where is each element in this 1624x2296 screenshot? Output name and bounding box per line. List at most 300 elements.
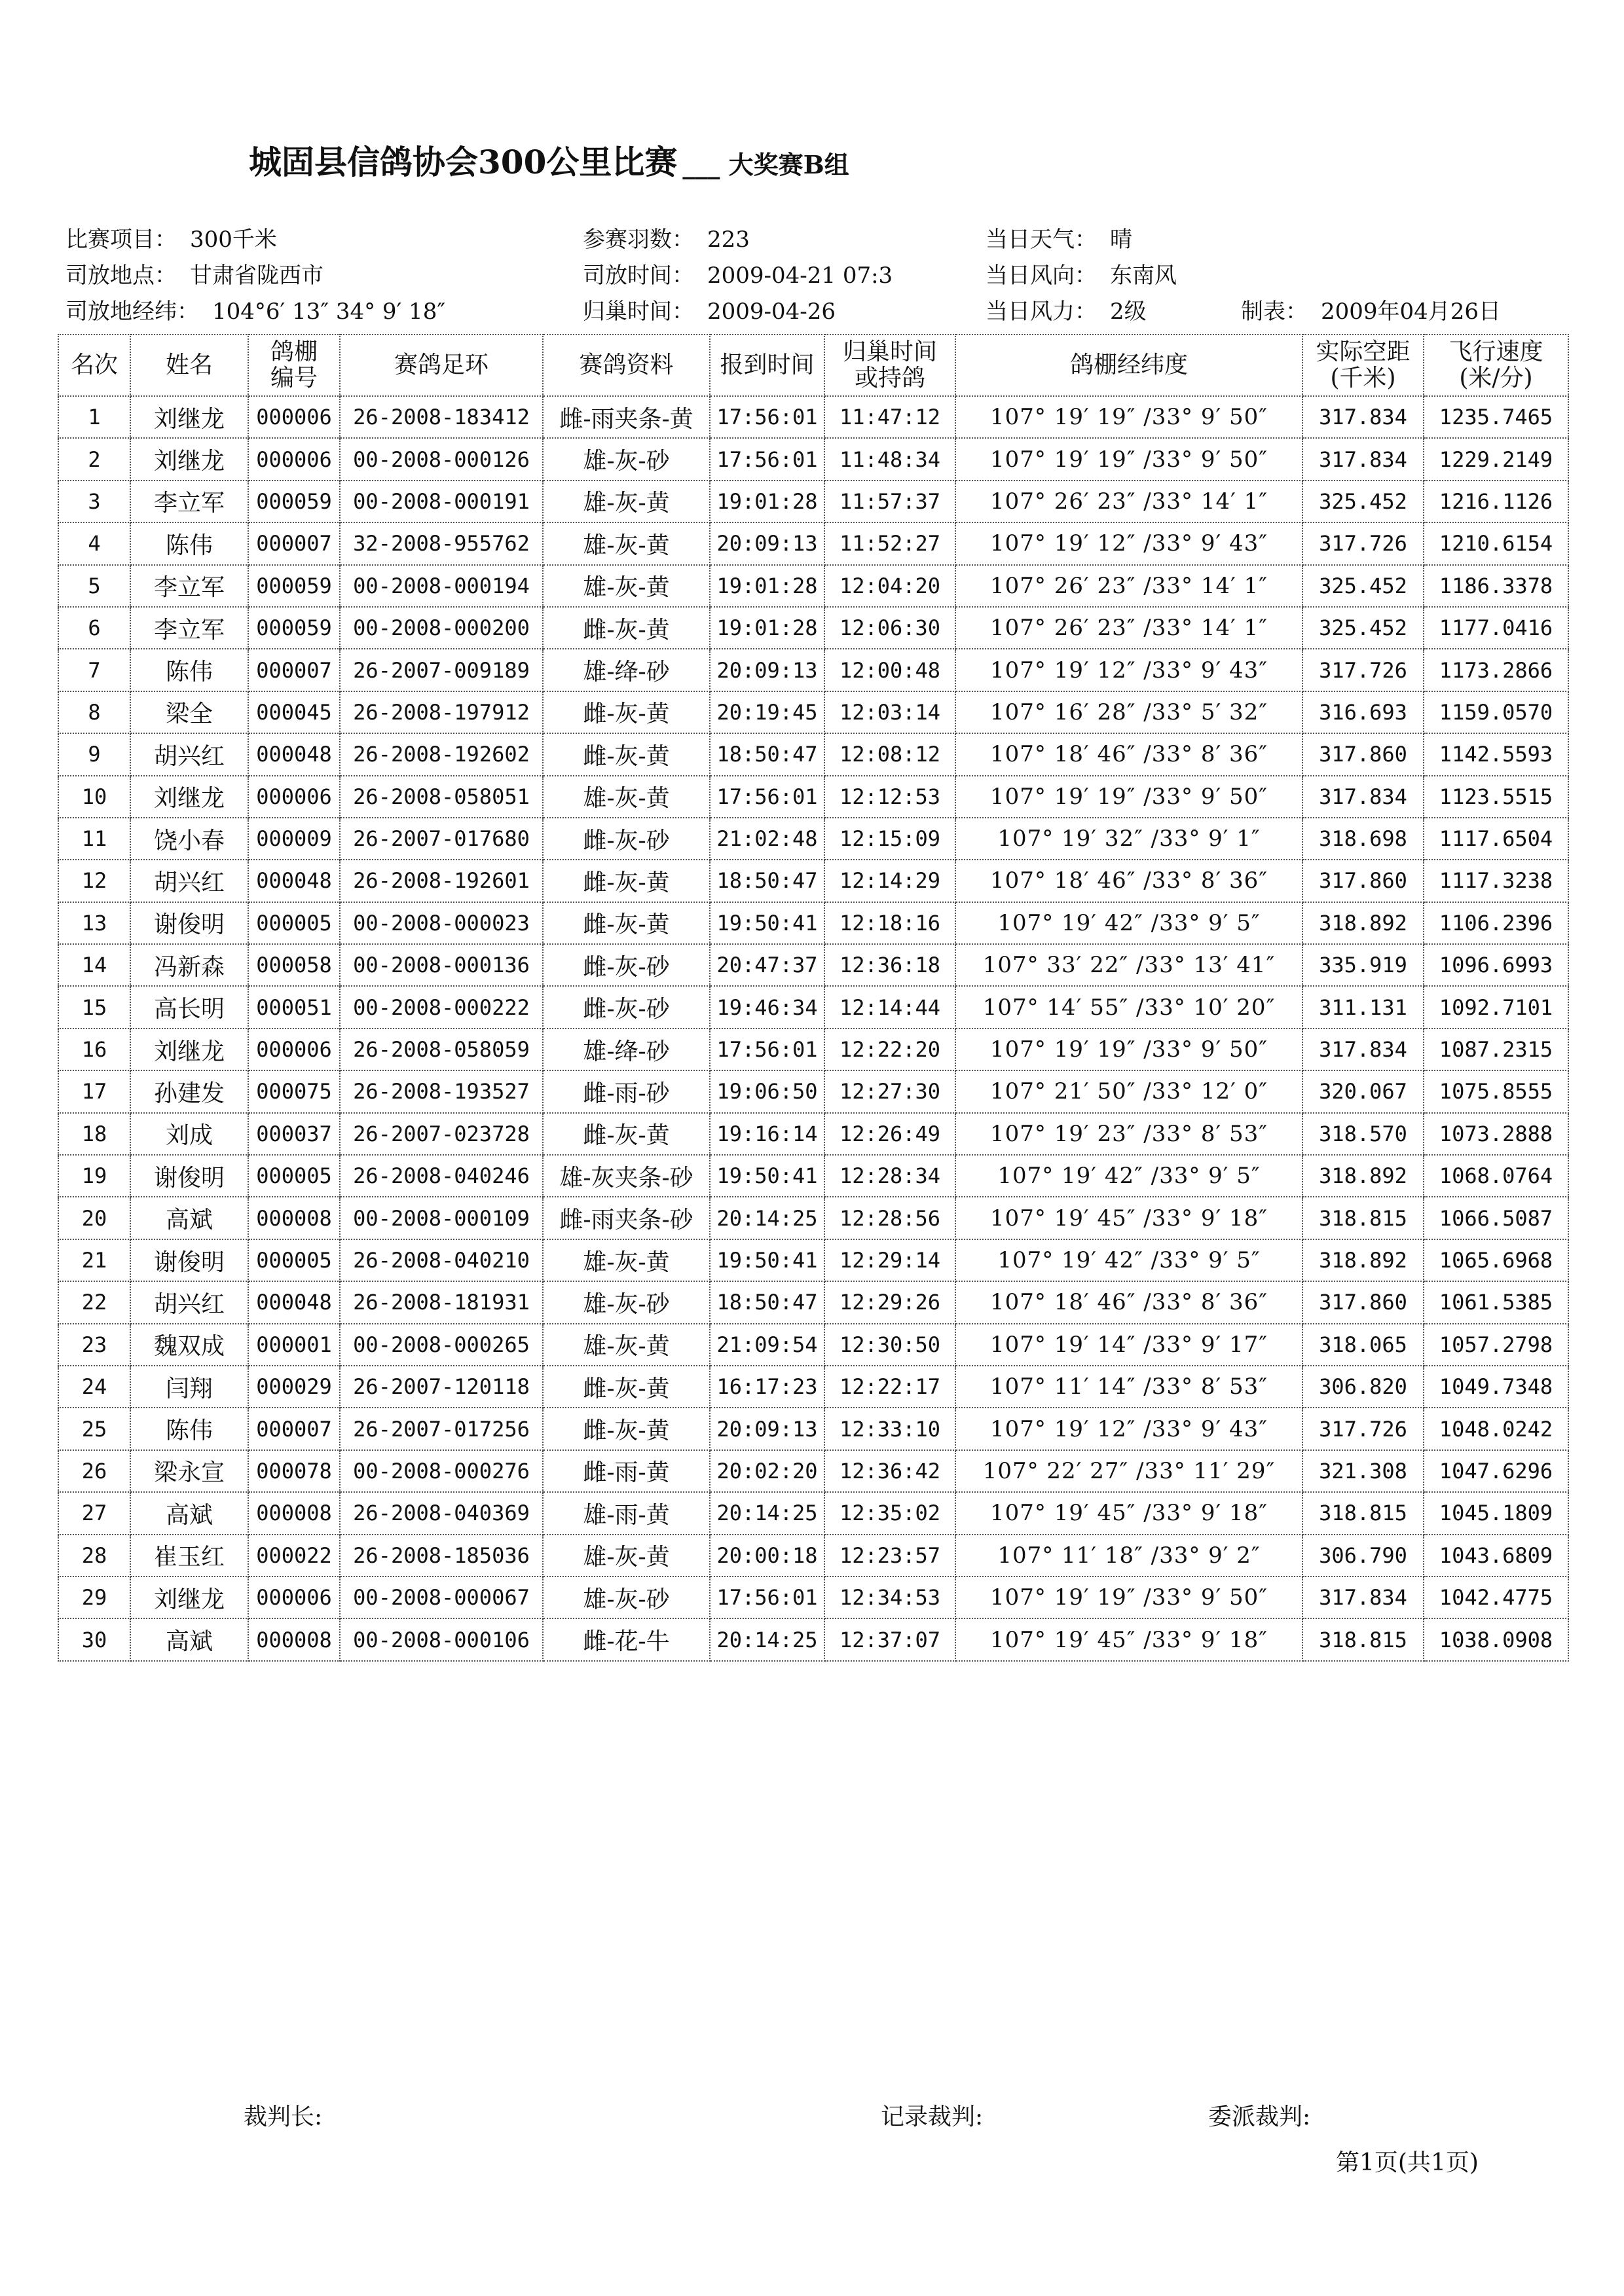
table-cell: 000059 xyxy=(248,607,340,649)
table-cell: 107° 16′ 28″ /33° 5′ 32″ xyxy=(955,691,1302,733)
table-cell: 1142.5593 xyxy=(1424,733,1568,775)
table-cell: 12:29:14 xyxy=(824,1239,955,1281)
table-cell: 000007 xyxy=(248,522,340,564)
table-row xyxy=(58,1618,1568,1660)
table-cell: 18:50:47 xyxy=(710,1281,824,1323)
table-cell: 000001 xyxy=(248,1324,340,1366)
table-row xyxy=(58,1366,1568,1408)
table-cell: 26-2008-193527 xyxy=(340,1070,543,1112)
meta-value: 晴 xyxy=(1110,227,1132,253)
table-cell: 000051 xyxy=(248,986,340,1028)
table-cell: 20:09:13 xyxy=(710,522,824,564)
table-cell: 雌-雨-黄 xyxy=(543,1450,710,1492)
meta-item xyxy=(583,293,836,325)
table-cell: 107° 19′ 42″ /33° 9′ 5″ xyxy=(955,902,1302,944)
table-cell: 18 xyxy=(58,1113,130,1155)
column-header: 报到时间 xyxy=(710,335,824,396)
table-cell: 12 xyxy=(58,860,130,902)
table-row xyxy=(58,1070,1568,1112)
meta-item xyxy=(65,257,323,289)
table-cell: 317.726 xyxy=(1302,649,1424,691)
table-cell: 12:35:02 xyxy=(824,1492,955,1534)
table-cell: 317.726 xyxy=(1302,522,1424,564)
meta-label: 参赛羽数： xyxy=(583,227,694,253)
column-header: 名次 xyxy=(58,335,130,396)
table-cell: 107° 11′ 14″ /33° 8′ 53″ xyxy=(955,1366,1302,1408)
table-cell: 1117.6504 xyxy=(1424,818,1568,860)
meta-label: 比赛项目： xyxy=(65,227,177,253)
table-cell: 12:36:18 xyxy=(824,944,955,986)
meta-label: 司放地经纬： xyxy=(65,299,199,325)
table-cell: 17:56:01 xyxy=(710,396,824,438)
table-cell: 12:22:17 xyxy=(824,1366,955,1408)
table-cell: 1061.5385 xyxy=(1424,1281,1568,1323)
table-cell: 318.065 xyxy=(1302,1324,1424,1366)
table-cell: 107° 19′ 45″ /33° 9′ 18″ xyxy=(955,1618,1302,1660)
table-cell: 107° 19′ 23″ /33° 8′ 53″ xyxy=(955,1113,1302,1155)
table-cell: 雌-灰-黄 xyxy=(543,1366,710,1408)
column-header: 赛鸽资料 xyxy=(543,335,710,396)
table-cell: 3 xyxy=(58,481,130,522)
table-cell: 刘继龙 xyxy=(130,438,248,480)
table-cell: 雌-雨夹条-黄 xyxy=(543,396,710,438)
table-cell: 24 xyxy=(58,1366,130,1408)
table-cell: 26-2008-040246 xyxy=(340,1155,543,1197)
meta-value: 223 xyxy=(707,227,750,253)
table-cell: 107° 19′ 42″ /33° 9′ 5″ xyxy=(955,1155,1302,1197)
table-cell: 1087.2315 xyxy=(1424,1029,1568,1070)
table-row xyxy=(58,1408,1568,1449)
meta-label: 当日风力： xyxy=(986,299,1097,325)
table-cell: 20:14:25 xyxy=(710,1618,824,1660)
table-cell: 20:09:13 xyxy=(710,649,824,691)
table-cell: 107° 18′ 46″ /33° 8′ 36″ xyxy=(955,860,1302,902)
table-cell: 107° 19′ 19″ /33° 9′ 50″ xyxy=(955,438,1302,480)
table-cell: 雌-灰-黄 xyxy=(543,1408,710,1449)
table-cell: 雌-灰-黄 xyxy=(543,1113,710,1155)
table-cell: 317.834 xyxy=(1302,1029,1424,1070)
table-cell: 12:29:26 xyxy=(824,1281,955,1323)
table-cell: 刘继龙 xyxy=(130,1576,248,1618)
table-cell: 321.308 xyxy=(1302,1450,1424,1492)
table-cell: 325.452 xyxy=(1302,607,1424,649)
table-cell: 1042.4775 xyxy=(1424,1576,1568,1618)
meta-value: 甘肃省陇西市 xyxy=(190,263,323,289)
table-cell: 000037 xyxy=(248,1113,340,1155)
table-cell: 32-2008-955762 xyxy=(340,522,543,564)
table-cell: 107° 19′ 12″ /33° 9′ 43″ xyxy=(955,1408,1302,1449)
table-row xyxy=(58,1535,1568,1576)
table-cell: 1106.2396 xyxy=(1424,902,1568,944)
meta-label: 当日风向： xyxy=(986,263,1097,289)
table-row xyxy=(58,396,1568,438)
table-cell: 00-2008-000222 xyxy=(340,986,543,1028)
table-cell: 1177.0416 xyxy=(1424,607,1568,649)
table-header-row xyxy=(58,335,1568,396)
table-row xyxy=(58,776,1568,818)
table-cell: 1117.3238 xyxy=(1424,860,1568,902)
table-cell: 12:12:53 xyxy=(824,776,955,818)
table-cell: 陈伟 xyxy=(130,649,248,691)
table-cell: 107° 18′ 46″ /33° 8′ 36″ xyxy=(955,1281,1302,1323)
table-cell: 高斌 xyxy=(130,1618,248,1660)
table-cell: 1048.0242 xyxy=(1424,1408,1568,1449)
table-cell: 雄-绛-砂 xyxy=(543,1029,710,1070)
table-cell: 00-2008-000136 xyxy=(340,944,543,986)
meta-value: 东南风 xyxy=(1110,263,1177,289)
table-cell: 1 xyxy=(58,396,130,438)
table-cell: 10 xyxy=(58,776,130,818)
table-cell: 20:14:25 xyxy=(710,1492,824,1534)
table-cell: 19:50:41 xyxy=(710,902,824,944)
table-cell: 107° 22′ 27″ /33° 11′ 29″ xyxy=(955,1450,1302,1492)
table-cell: 雄-灰-黄 xyxy=(543,1239,710,1281)
meta-item xyxy=(65,293,445,325)
column-header: 鸽棚 编号 xyxy=(248,335,340,396)
table-cell: 26-2007-023728 xyxy=(340,1113,543,1155)
table-cell: 11:47:12 xyxy=(824,396,955,438)
table-cell: 雄-绛-砂 xyxy=(543,649,710,691)
table-cell: 00-2008-000265 xyxy=(340,1324,543,1366)
table-cell: 刘继龙 xyxy=(130,1029,248,1070)
table-cell: 12:37:07 xyxy=(824,1618,955,1660)
table-cell: 20:09:13 xyxy=(710,1408,824,1449)
table-row xyxy=(58,1324,1568,1366)
table-cell: 李立军 xyxy=(130,565,248,607)
table-cell: 1045.1809 xyxy=(1424,1492,1568,1534)
table-cell: 1038.0908 xyxy=(1424,1618,1568,1660)
table-cell: 26-2008-183412 xyxy=(340,396,543,438)
table-cell: 雄-灰-黄 xyxy=(543,776,710,818)
table-cell: 107° 19′ 19″ /33° 9′ 50″ xyxy=(955,1576,1302,1618)
table-cell: 000008 xyxy=(248,1197,340,1239)
table-cell: 14 xyxy=(58,944,130,986)
meta-item xyxy=(583,221,750,253)
table-cell: 00-2008-000067 xyxy=(340,1576,543,1618)
table-cell: 000006 xyxy=(248,1576,340,1618)
table-cell: 107° 19′ 12″ /33° 9′ 43″ xyxy=(955,522,1302,564)
column-header: 实际空距 (千米) xyxy=(1302,335,1424,396)
table-cell: 刘继龙 xyxy=(130,396,248,438)
table-cell: 12:18:16 xyxy=(824,902,955,944)
table-cell: 1068.0764 xyxy=(1424,1155,1568,1197)
meta-value: 300千米 xyxy=(190,227,277,253)
table-cell: 20 xyxy=(58,1197,130,1239)
table-row xyxy=(58,607,1568,649)
table-cell: 11:52:27 xyxy=(824,522,955,564)
table-row xyxy=(58,902,1568,944)
title-main: 城固县信鸽协会300公里比赛 xyxy=(249,143,678,181)
table-cell: 000045 xyxy=(248,691,340,733)
table-cell: 高斌 xyxy=(130,1492,248,1534)
table-cell: 25 xyxy=(58,1408,130,1449)
table-cell: 000029 xyxy=(248,1366,340,1408)
table-cell: 11 xyxy=(58,818,130,860)
table-cell: 12:04:20 xyxy=(824,565,955,607)
table-cell: 12:26:49 xyxy=(824,1113,955,1155)
table-cell: 26-2007-017680 xyxy=(340,818,543,860)
table-cell: 1092.7101 xyxy=(1424,986,1568,1028)
table-cell: 318.815 xyxy=(1302,1492,1424,1534)
table-cell: 00-2008-000191 xyxy=(340,481,543,522)
table-cell: 00-2008-000109 xyxy=(340,1197,543,1239)
table-cell: 19:50:41 xyxy=(710,1239,824,1281)
table-cell: 26-2008-197912 xyxy=(340,691,543,733)
meta-value: 2009-04-21 07:3 xyxy=(707,263,893,289)
table-cell: 107° 33′ 22″ /33° 13′ 41″ xyxy=(955,944,1302,986)
table-cell: 12:27:30 xyxy=(824,1070,955,1112)
table-row xyxy=(58,1197,1568,1239)
table-cell: 雄-灰-黄 xyxy=(543,1535,710,1576)
table-cell: 317.726 xyxy=(1302,1408,1424,1449)
table-cell: 陈伟 xyxy=(130,1408,248,1449)
table-cell: 孙建发 xyxy=(130,1070,248,1112)
table-cell: 17:56:01 xyxy=(710,438,824,480)
column-header: 鸽棚经纬度 xyxy=(955,335,1302,396)
table-cell: 19:50:41 xyxy=(710,1155,824,1197)
table-cell: 26-2008-040210 xyxy=(340,1239,543,1281)
table-cell: 306.790 xyxy=(1302,1535,1424,1576)
table-cell: 000059 xyxy=(248,565,340,607)
table-cell: 318.815 xyxy=(1302,1618,1424,1660)
meta-value: 2级 xyxy=(1110,299,1147,325)
table-cell: 15 xyxy=(58,986,130,1028)
table-cell: 00-2008-000106 xyxy=(340,1618,543,1660)
table-cell: 26-2008-058051 xyxy=(340,776,543,818)
meta-item xyxy=(583,257,893,289)
meta-label: 司放地点： xyxy=(65,263,177,289)
meta-item xyxy=(986,257,1177,289)
table-cell: 12:28:34 xyxy=(824,1155,955,1197)
table-row xyxy=(58,818,1568,860)
table-cell: 1123.5515 xyxy=(1424,776,1568,818)
table-cell: 雌-灰-黄 xyxy=(543,733,710,775)
table-cell: 6 xyxy=(58,607,130,649)
table-cell: 雌-灰-砂 xyxy=(543,818,710,860)
table-cell: 317.834 xyxy=(1302,1576,1424,1618)
table-cell: 26 xyxy=(58,1450,130,1492)
table-cell: 26-2007-120118 xyxy=(340,1366,543,1408)
table-cell: 12:30:50 xyxy=(824,1324,955,1366)
table-cell: 19:01:28 xyxy=(710,481,824,522)
table-row xyxy=(58,565,1568,607)
table-row xyxy=(58,1576,1568,1618)
table-cell: 雌-雨-砂 xyxy=(543,1070,710,1112)
table-cell: 19:06:50 xyxy=(710,1070,824,1112)
table-cell: 1159.0570 xyxy=(1424,691,1568,733)
table-cell: 335.919 xyxy=(1302,944,1424,986)
table-cell: 27 xyxy=(58,1492,130,1534)
table-cell: 000048 xyxy=(248,860,340,902)
table-cell: 30 xyxy=(58,1618,130,1660)
appointed-judge-label: 委派裁判: xyxy=(1208,2104,1311,2130)
table-cell: 雄-灰-黄 xyxy=(543,481,710,522)
table-cell: 316.693 xyxy=(1302,691,1424,733)
table-cell: 18:50:47 xyxy=(710,733,824,775)
results-table xyxy=(58,334,1569,1662)
table-cell: 梁全 xyxy=(130,691,248,733)
table-cell: 2 xyxy=(58,438,130,480)
table-cell: 1075.8555 xyxy=(1424,1070,1568,1112)
table-cell: 26-2008-192602 xyxy=(340,733,543,775)
table-row xyxy=(58,1450,1568,1492)
table-cell: 318.892 xyxy=(1302,902,1424,944)
meta-item xyxy=(1241,293,1501,325)
table-cell: 317.834 xyxy=(1302,438,1424,480)
column-header: 姓名 xyxy=(130,335,248,396)
table-cell: 20:47:37 xyxy=(710,944,824,986)
table-cell: 26-2008-181931 xyxy=(340,1281,543,1323)
table-cell: 1049.7348 xyxy=(1424,1366,1568,1408)
table-cell: 318.698 xyxy=(1302,818,1424,860)
table-cell: 000059 xyxy=(248,481,340,522)
table-cell: 1216.1126 xyxy=(1424,481,1568,522)
table-cell: 107° 19′ 14″ /33° 9′ 17″ xyxy=(955,1324,1302,1366)
table-cell: 12:08:12 xyxy=(824,733,955,775)
table-cell: 000005 xyxy=(248,1239,340,1281)
table-cell: 1065.6968 xyxy=(1424,1239,1568,1281)
table-cell: 17:56:01 xyxy=(710,776,824,818)
table-cell: 19:16:14 xyxy=(710,1113,824,1155)
table-cell: 雄-灰-砂 xyxy=(543,1281,710,1323)
table-cell: 107° 19′ 42″ /33° 9′ 5″ xyxy=(955,1239,1302,1281)
table-cell: 26-2008-192601 xyxy=(340,860,543,902)
table-cell: 雄-灰-砂 xyxy=(543,438,710,480)
table-row xyxy=(58,733,1568,775)
meta-value: 2009年04月26日 xyxy=(1321,299,1502,325)
table-cell: 23 xyxy=(58,1324,130,1366)
table-cell: 107° 19′ 45″ /33° 9′ 18″ xyxy=(955,1197,1302,1239)
table-cell: 318.815 xyxy=(1302,1197,1424,1239)
table-cell: 1235.7465 xyxy=(1424,396,1568,438)
table-cell: 11:48:34 xyxy=(824,438,955,480)
table-cell: 317.834 xyxy=(1302,396,1424,438)
table-cell: 000006 xyxy=(248,438,340,480)
table-cell: 26-2008-185036 xyxy=(340,1535,543,1576)
table-cell: 318.892 xyxy=(1302,1239,1424,1281)
table-cell: 17:56:01 xyxy=(710,1576,824,1618)
meta-label: 当日天气： xyxy=(986,227,1097,253)
table-cell: 000048 xyxy=(248,1281,340,1323)
table-cell: 12:23:57 xyxy=(824,1535,955,1576)
table-row xyxy=(58,1492,1568,1534)
table-cell: 00-2008-000194 xyxy=(340,565,543,607)
table-cell: 000005 xyxy=(248,902,340,944)
table-cell: 21:02:48 xyxy=(710,818,824,860)
table-cell: 李立军 xyxy=(130,607,248,649)
table-cell: 000007 xyxy=(248,649,340,691)
table-cell: 325.452 xyxy=(1302,565,1424,607)
table-cell: 13 xyxy=(58,902,130,944)
table-cell: 21:09:54 xyxy=(710,1324,824,1366)
table-cell: 311.131 xyxy=(1302,986,1424,1028)
table-cell: 000006 xyxy=(248,776,340,818)
table-cell: 1096.6993 xyxy=(1424,944,1568,986)
table-cell: 雄-灰-黄 xyxy=(543,1324,710,1366)
table-cell: 22 xyxy=(58,1281,130,1323)
table-cell: 107° 26′ 23″ /33° 14′ 1″ xyxy=(955,607,1302,649)
table-cell: 12:33:10 xyxy=(824,1408,955,1449)
table-cell: 12:22:20 xyxy=(824,1029,955,1070)
table-cell: 317.834 xyxy=(1302,776,1424,818)
table-cell: 谢俊明 xyxy=(130,902,248,944)
table-cell: 1073.2888 xyxy=(1424,1113,1568,1155)
table-cell: 306.820 xyxy=(1302,1366,1424,1408)
table-cell: 雌-灰-砂 xyxy=(543,944,710,986)
table-row xyxy=(58,1113,1568,1155)
table-cell: 12:28:56 xyxy=(824,1197,955,1239)
column-header: 飞行速度 (米/分) xyxy=(1424,335,1568,396)
table-cell: 雌-灰-黄 xyxy=(543,691,710,733)
table-cell: 26-2008-058059 xyxy=(340,1029,543,1070)
table-cell: 19:46:34 xyxy=(710,986,824,1028)
table-cell: 魏双成 xyxy=(130,1324,248,1366)
table-cell: 000006 xyxy=(248,1029,340,1070)
page-number: 第1页(共1页) xyxy=(1336,2149,1479,2176)
meta-item xyxy=(986,293,1147,325)
table-cell: 1066.5087 xyxy=(1424,1197,1568,1239)
table-cell: 20:19:45 xyxy=(710,691,824,733)
table-row xyxy=(58,649,1568,691)
table-cell: 107° 26′ 23″ /33° 14′ 1″ xyxy=(955,481,1302,522)
table-cell: 1186.3378 xyxy=(1424,565,1568,607)
title-sub: ___ 大奖赛B组 xyxy=(682,150,849,179)
table-cell: 317.860 xyxy=(1302,733,1424,775)
meta-item xyxy=(986,221,1132,253)
table-cell: 00-2008-000023 xyxy=(340,902,543,944)
table-cell: 雄-灰-黄 xyxy=(543,565,710,607)
table-cell: 谢俊明 xyxy=(130,1155,248,1197)
table-cell: 000075 xyxy=(248,1070,340,1112)
table-cell: 冯新森 xyxy=(130,944,248,986)
column-header: 赛鸽足环 xyxy=(340,335,543,396)
table-cell: 雌-灰-黄 xyxy=(543,607,710,649)
table-cell: 000007 xyxy=(248,1408,340,1449)
table-cell: 雌-灰-黄 xyxy=(543,860,710,902)
table-cell: 1210.6154 xyxy=(1424,522,1568,564)
table-row xyxy=(58,438,1568,480)
table-cell: 梁永宣 xyxy=(130,1450,248,1492)
table-cell: 12:03:14 xyxy=(824,691,955,733)
table-row xyxy=(58,860,1568,902)
table-cell: 20:02:20 xyxy=(710,1450,824,1492)
meta-label: 制表： xyxy=(1241,299,1308,325)
table-cell: 21 xyxy=(58,1239,130,1281)
chief-judge-label: 裁判长: xyxy=(244,2104,323,2130)
table-row xyxy=(58,986,1568,1028)
table-cell: 刘继龙 xyxy=(130,776,248,818)
table-cell: 12:36:42 xyxy=(824,1450,955,1492)
table-cell: 000009 xyxy=(248,818,340,860)
table-cell: 29 xyxy=(58,1576,130,1618)
table-cell: 8 xyxy=(58,691,130,733)
table-cell: 19:01:28 xyxy=(710,565,824,607)
table-cell: 107° 19′ 32″ /33° 9′ 1″ xyxy=(955,818,1302,860)
table-cell: 318.570 xyxy=(1302,1113,1424,1155)
table-cell: 317.860 xyxy=(1302,860,1424,902)
table-cell: 9 xyxy=(58,733,130,775)
table-cell: 107° 21′ 50″ /33° 12′ 0″ xyxy=(955,1070,1302,1112)
table-cell: 崔玉红 xyxy=(130,1535,248,1576)
table-body xyxy=(58,396,1568,1661)
table-cell: 雌-灰-砂 xyxy=(543,986,710,1028)
table-cell: 317.860 xyxy=(1302,1281,1424,1323)
table-cell: 20:00:18 xyxy=(710,1535,824,1576)
table-cell: 000006 xyxy=(248,396,340,438)
meta-value: 104°6′ 13″ 34° 9′ 18″ xyxy=(212,299,446,325)
document-title xyxy=(249,136,849,183)
meta-label: 归巢时间： xyxy=(583,299,694,325)
